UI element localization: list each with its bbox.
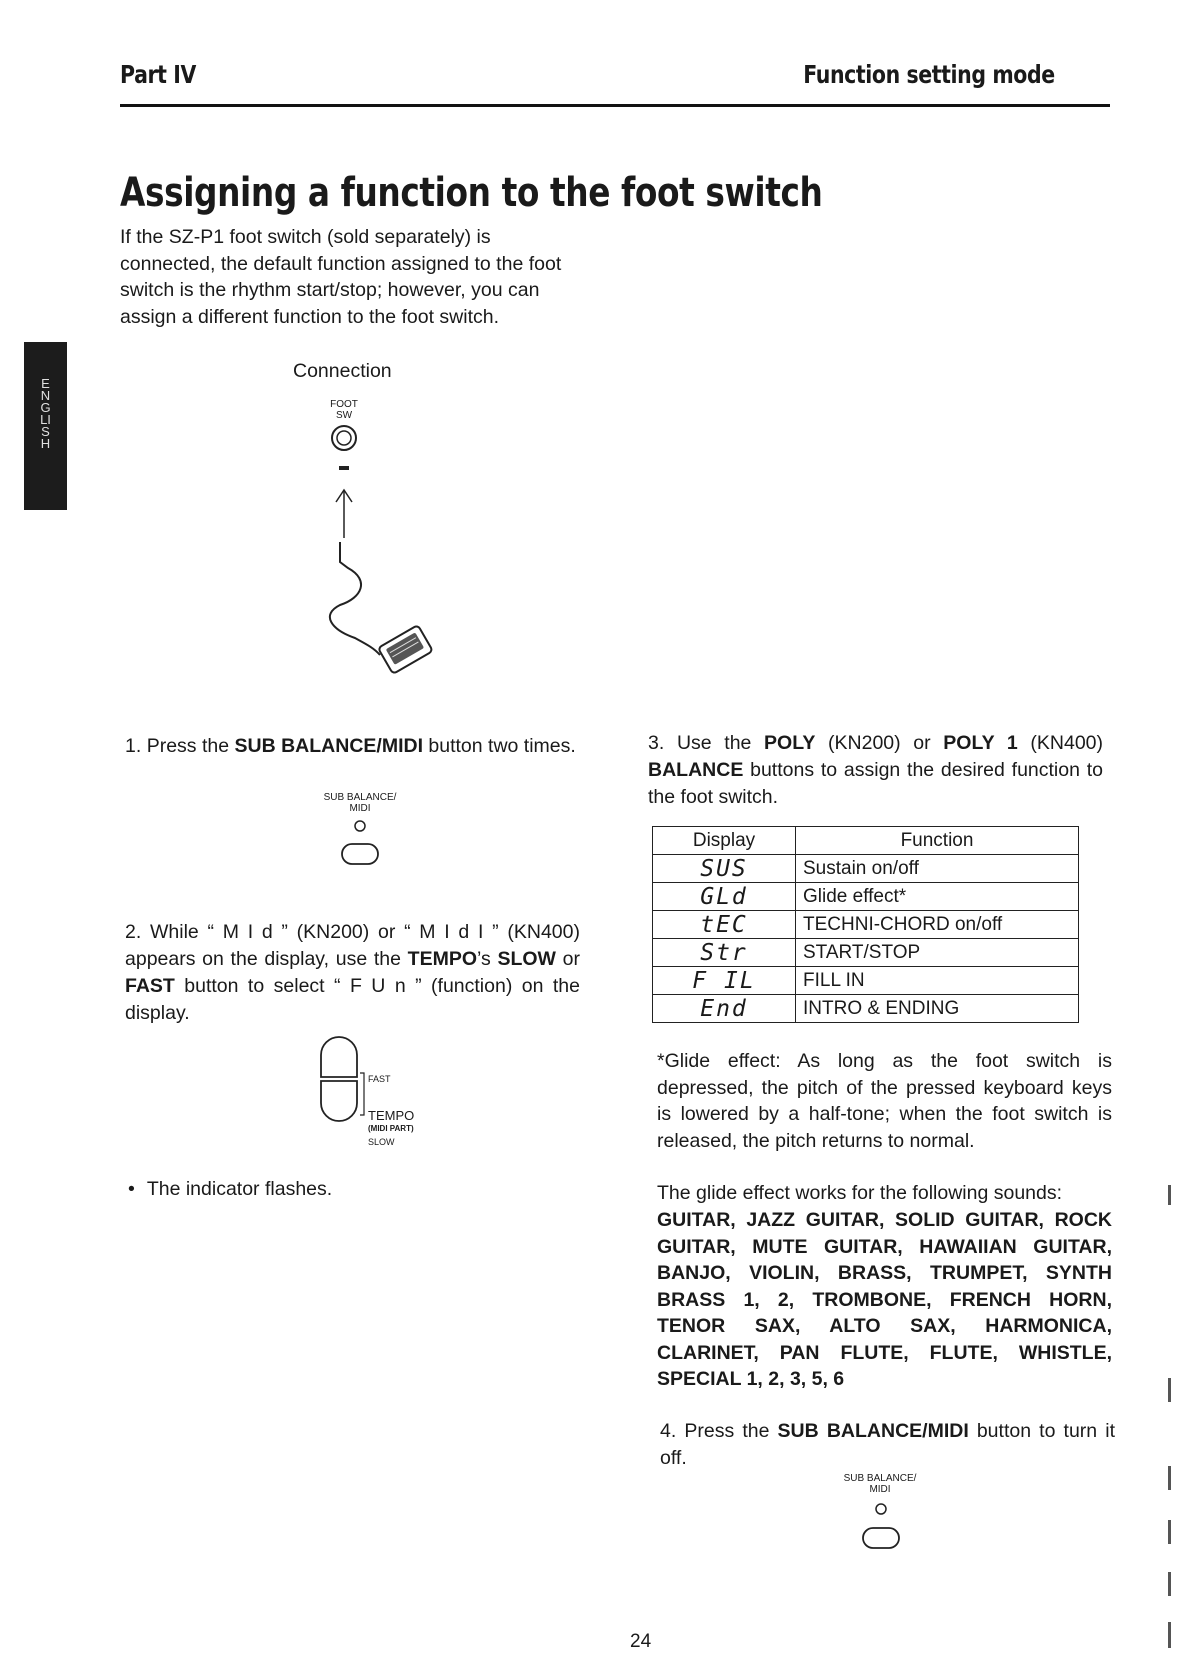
page-title: Assigning a function to the foot switch bbox=[120, 170, 823, 216]
tempo-label: TEMPO bbox=[368, 1108, 415, 1123]
table-row bbox=[653, 995, 1079, 1023]
bullet-text: The indicator flashes. bbox=[146, 1178, 333, 1200]
function-table bbox=[652, 826, 1079, 1023]
bracket-icon bbox=[360, 1073, 364, 1115]
step-2-text-a: While “ M I d ” (KN200) or “ M I d I ” (KN400) appears on the display, use the bbox=[125, 921, 580, 970]
sub-balance-label-2-line1: SUB BALANCE/ bbox=[843, 1473, 917, 1484]
step-1 bbox=[125, 733, 580, 760]
display-cell: tEC bbox=[653, 911, 796, 939]
display-cell: GLd bbox=[653, 883, 796, 911]
function-cell: TECHNI-CHORD on/off bbox=[796, 911, 1079, 939]
glide-intro: The glide effect works for the following sounds: bbox=[657, 1182, 1063, 1204]
sub-balance-label-1-line2: MIDI bbox=[349, 803, 371, 814]
fast-button-icon bbox=[321, 1037, 357, 1077]
step-3-number: 3. bbox=[648, 732, 665, 754]
margin-mark bbox=[1168, 1185, 1171, 1205]
sub-balance-button-2 bbox=[856, 1500, 906, 1552]
step-2-text-b: ’s bbox=[477, 948, 498, 970]
step-3-text-d: buttons to assign the desired function to the foot switch. bbox=[648, 759, 1103, 808]
table-header-row bbox=[653, 827, 1079, 855]
intro-paragraph: If the SZ-P1 foot switch (sold separately) is connected, the default function assigned to the foot switch is the rhythm start/stop; however, you can assign a different function to the foot switch. bbox=[120, 226, 562, 328]
indicator-led-icon bbox=[355, 821, 365, 831]
sub-balance-label-2-line2: MIDI bbox=[869, 1484, 891, 1495]
button-icon bbox=[863, 1528, 899, 1548]
step-2-number: 2. bbox=[125, 921, 142, 943]
sub-balance-label-1 bbox=[320, 792, 400, 814]
margin-mark bbox=[1168, 1520, 1171, 1544]
step-3-poly1: POLY 1 bbox=[943, 732, 1018, 754]
step-1-text-post: button two times. bbox=[422, 735, 576, 757]
page-number: 24 bbox=[630, 1631, 652, 1652]
header-rule bbox=[120, 104, 1110, 107]
display-cell: F IL bbox=[653, 967, 796, 995]
jack-outer-icon bbox=[332, 426, 356, 450]
header-display: Display bbox=[653, 827, 796, 855]
step-1-text-pre: Press the bbox=[146, 735, 235, 757]
pedal-icon bbox=[378, 625, 433, 674]
jack-inner-icon bbox=[337, 431, 351, 445]
step-3-balance: BALANCE bbox=[648, 759, 744, 781]
function-cell: INTRO & ENDING bbox=[796, 995, 1079, 1023]
table-row bbox=[653, 939, 1079, 967]
step-4-number: 4. bbox=[660, 1420, 677, 1442]
indicator-led-icon bbox=[876, 1504, 886, 1514]
foot-switch-illustration bbox=[300, 420, 450, 710]
step-2-tempo: TEMPO bbox=[407, 948, 478, 970]
margin-mark bbox=[1168, 1622, 1171, 1648]
tempo-buttons-illustration bbox=[318, 1035, 368, 1125]
function-cell: Glide effect* bbox=[796, 883, 1079, 911]
table-row bbox=[653, 911, 1079, 939]
step-3-text-c: (KN400) bbox=[1017, 732, 1104, 754]
table-row bbox=[653, 967, 1079, 995]
cable-icon bbox=[330, 542, 380, 655]
part-label: Part IV bbox=[120, 60, 196, 89]
sub-balance-label-1-line1: SUB BALANCE/ bbox=[323, 792, 397, 803]
step-2 bbox=[125, 919, 580, 1027]
step-3-text-b: (KN200) or bbox=[815, 732, 944, 754]
step-2-text-d: button to select “ F U n ” (function) on the display. bbox=[125, 975, 580, 1024]
step-3 bbox=[648, 730, 1103, 811]
function-cell: FILL IN bbox=[796, 967, 1079, 995]
table-row bbox=[653, 855, 1079, 883]
step-3-poly: POLY bbox=[764, 732, 816, 754]
glide-sounds-list: GUITAR, JAZZ GUITAR, SOLID GUITAR, ROCK GUITAR, MUTE GUITAR, HAWAIIAN GUITAR, BANJO, VIOLIN, BRASS, TRUMPET, SYNTH BRASS 1, 2, TROMBONE, FRENCH HORN, TENOR SAX, ALTO SAX, HARMONICA, CLARINET, PAN FLUTE, FLUTE, WHISTLE, SPECIAL 1, 2, 3, 5, 6 bbox=[657, 1209, 1112, 1390]
step-4-text-pre: Press the bbox=[684, 1420, 778, 1442]
tempo-midi-part-label: (MIDI PART) bbox=[368, 1124, 414, 1133]
foot-sw-label-line2: SW bbox=[335, 410, 353, 421]
foot-sw-label-line1: FOOT bbox=[330, 399, 358, 410]
margin-mark bbox=[1168, 1378, 1171, 1402]
slow-button-icon bbox=[321, 1081, 357, 1121]
step-2-slow: SLOW bbox=[497, 948, 556, 970]
section-label: Function setting mode bbox=[803, 60, 1055, 89]
plug-tip-icon bbox=[339, 466, 349, 470]
sub-balance-button-1 bbox=[335, 818, 385, 868]
margin-mark bbox=[1168, 1466, 1171, 1490]
glide-note: *Glide effect: As long as the foot switch is depressed, the pitch of the pressed keyboard keys is lowered by a half-tone; when the foot switch is released, the pitch returns to normal. bbox=[657, 1050, 1112, 1152]
language-tab bbox=[24, 342, 67, 510]
step-1-button-name: SUB BALANCE/MIDI bbox=[234, 735, 423, 757]
bullet-icon: • bbox=[128, 1178, 135, 1200]
sub-balance-label-2 bbox=[840, 1473, 920, 1495]
display-cell: SUS bbox=[653, 855, 796, 883]
tempo-slow-label: SLOW bbox=[368, 1137, 395, 1147]
connection-caption: Connection bbox=[293, 360, 392, 382]
function-cell: START/STOP bbox=[796, 939, 1079, 967]
header-function: Function bbox=[796, 827, 1079, 855]
tempo-fast-label: FAST bbox=[368, 1074, 391, 1084]
step-2-fast: FAST bbox=[125, 975, 175, 997]
table-row bbox=[653, 883, 1079, 911]
bullet-indicator bbox=[128, 1178, 332, 1201]
step-3-text-a: Use the bbox=[676, 732, 765, 754]
step-1-number: 1. bbox=[125, 735, 142, 757]
step-4-text-post: button to turn it off. bbox=[660, 1420, 1115, 1469]
foot-sw-label bbox=[320, 399, 368, 421]
display-cell: Str bbox=[653, 939, 796, 967]
display-cell: End bbox=[653, 995, 796, 1023]
step-4 bbox=[660, 1418, 1115, 1472]
step-4-button-name: SUB BALANCE/MIDI bbox=[777, 1420, 969, 1442]
margin-mark bbox=[1168, 1572, 1171, 1596]
language-tab-text: ENGLISH bbox=[40, 376, 51, 451]
button-icon bbox=[342, 844, 378, 864]
function-cell: Sustain on/off bbox=[796, 855, 1079, 883]
step-2-text-c: or bbox=[555, 948, 580, 970]
